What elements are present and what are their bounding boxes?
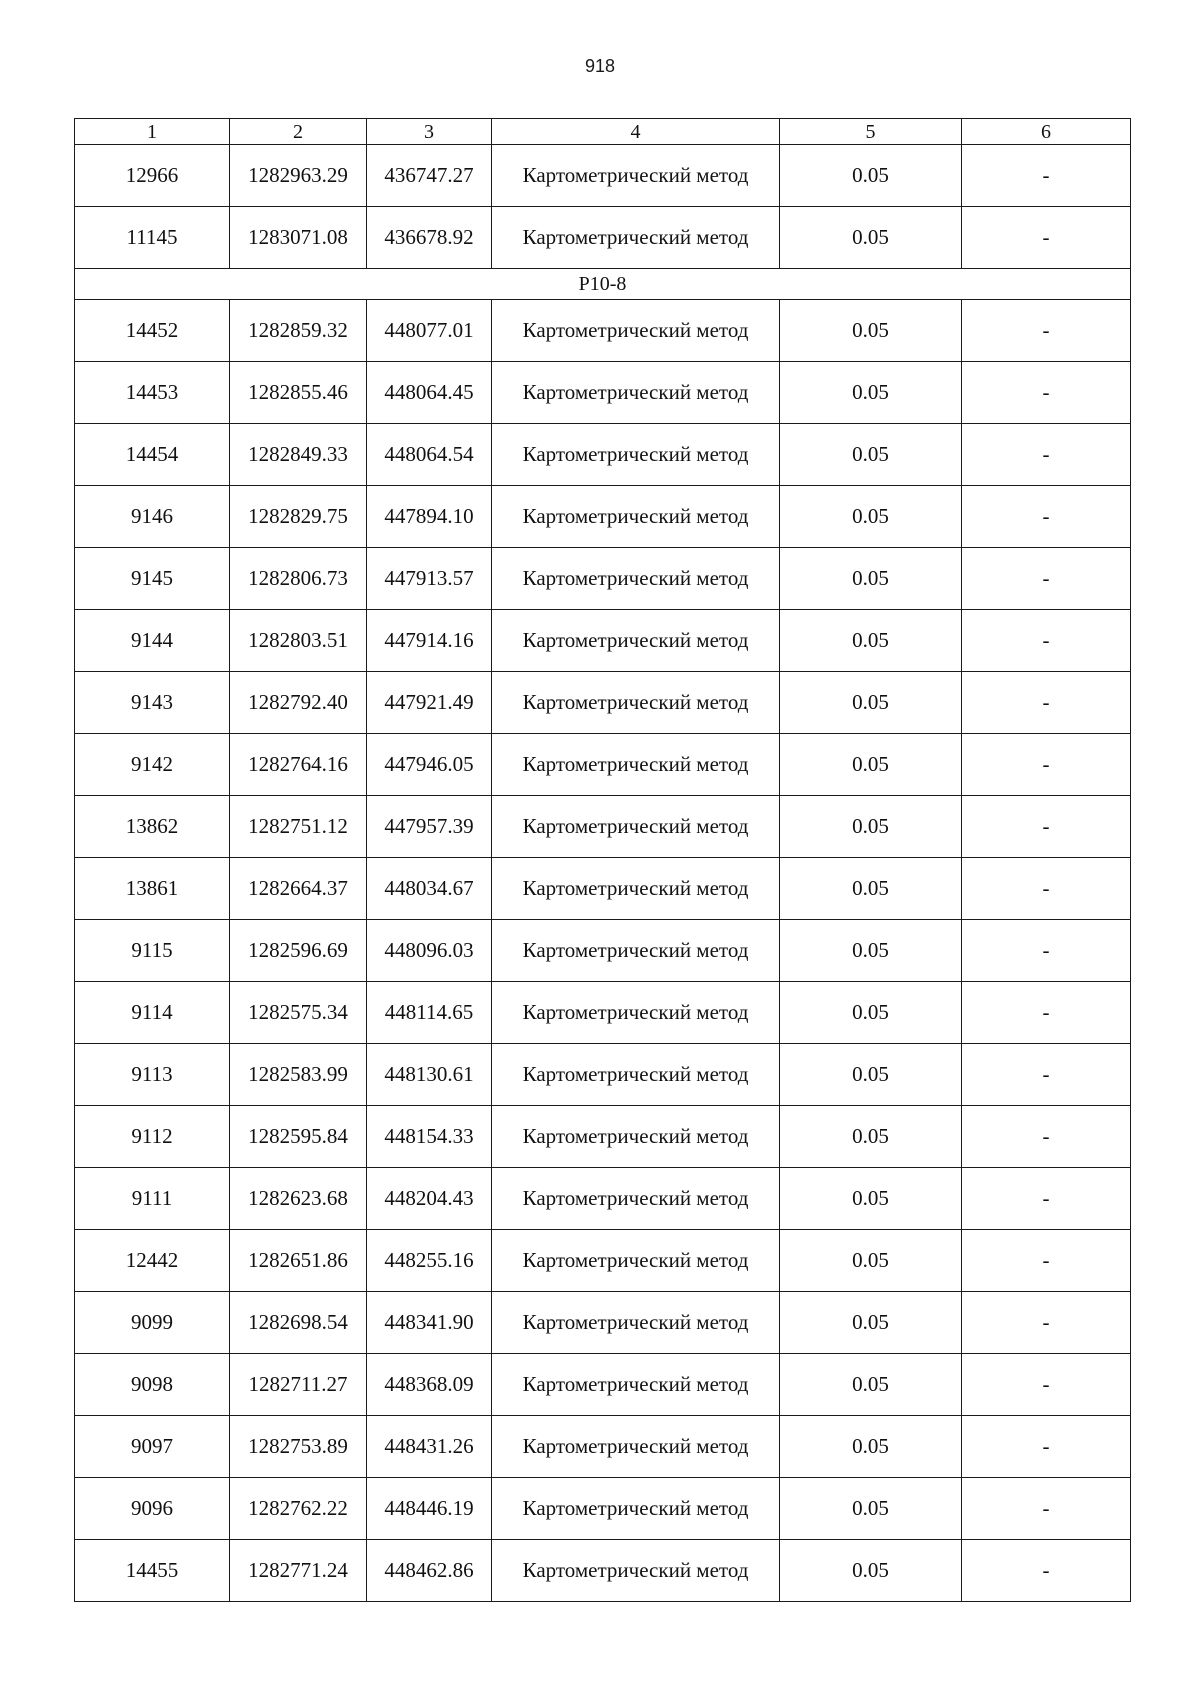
point-id-cell: 14455 bbox=[75, 1540, 230, 1602]
accuracy-cell: 0.05 bbox=[780, 207, 962, 269]
x-coordinate-cell: 1282623.68 bbox=[230, 1168, 367, 1230]
table-row bbox=[75, 920, 1131, 982]
accuracy-cell: 0.05 bbox=[780, 1106, 962, 1168]
method-cell: Картометрический метод bbox=[492, 207, 780, 269]
table-row bbox=[75, 1416, 1131, 1478]
y-coordinate-cell: 447894.10 bbox=[367, 486, 492, 548]
method-cell: Картометрический метод bbox=[492, 1106, 780, 1168]
y-coordinate-cell: 448462.86 bbox=[367, 1540, 492, 1602]
x-coordinate-cell: 1282855.46 bbox=[230, 362, 367, 424]
note-cell: - bbox=[962, 1354, 1131, 1416]
method-cell: Картометрический метод bbox=[492, 300, 780, 362]
point-id-cell: 9111 bbox=[75, 1168, 230, 1230]
note-cell: - bbox=[962, 1168, 1131, 1230]
y-coordinate-cell: 436678.92 bbox=[367, 207, 492, 269]
point-id-cell: 9144 bbox=[75, 610, 230, 672]
accuracy-cell: 0.05 bbox=[780, 610, 962, 672]
column-header-3: 3 bbox=[367, 119, 492, 145]
point-id-cell: 14453 bbox=[75, 362, 230, 424]
method-cell: Картометрический метод bbox=[492, 734, 780, 796]
method-cell: Картометрический метод bbox=[492, 1478, 780, 1540]
point-id-cell: 9145 bbox=[75, 548, 230, 610]
accuracy-cell: 0.05 bbox=[780, 672, 962, 734]
point-id-cell: 9098 bbox=[75, 1354, 230, 1416]
note-cell: - bbox=[962, 1230, 1131, 1292]
y-coordinate-cell: 448255.16 bbox=[367, 1230, 492, 1292]
point-id-cell: 9114 bbox=[75, 982, 230, 1044]
point-id-cell: 9097 bbox=[75, 1416, 230, 1478]
point-id-cell: 14452 bbox=[75, 300, 230, 362]
point-id-cell: 13862 bbox=[75, 796, 230, 858]
x-coordinate-cell: 1282664.37 bbox=[230, 858, 367, 920]
y-coordinate-cell: 448446.19 bbox=[367, 1478, 492, 1540]
accuracy-cell: 0.05 bbox=[780, 1354, 962, 1416]
point-id-cell: 9099 bbox=[75, 1292, 230, 1354]
y-coordinate-cell: 447921.49 bbox=[367, 672, 492, 734]
point-id-cell: 12442 bbox=[75, 1230, 230, 1292]
column-header-6: 6 bbox=[962, 119, 1131, 145]
section-title: Р10-8 bbox=[75, 269, 1131, 300]
y-coordinate-cell: 447914.16 bbox=[367, 610, 492, 672]
method-cell: Картометрический метод bbox=[492, 548, 780, 610]
column-header-2: 2 bbox=[230, 119, 367, 145]
accuracy-cell: 0.05 bbox=[780, 1540, 962, 1602]
table-row bbox=[75, 610, 1131, 672]
y-coordinate-cell: 448431.26 bbox=[367, 1416, 492, 1478]
accuracy-cell: 0.05 bbox=[780, 424, 962, 486]
x-coordinate-cell: 1282859.32 bbox=[230, 300, 367, 362]
table-row bbox=[75, 1478, 1131, 1540]
accuracy-cell: 0.05 bbox=[780, 1230, 962, 1292]
x-coordinate-cell: 1283071.08 bbox=[230, 207, 367, 269]
method-cell: Картометрический метод bbox=[492, 1416, 780, 1478]
note-cell: - bbox=[962, 300, 1131, 362]
note-cell: - bbox=[962, 548, 1131, 610]
note-cell: - bbox=[962, 1106, 1131, 1168]
table-header bbox=[75, 119, 1131, 145]
point-id-cell: 9115 bbox=[75, 920, 230, 982]
table-row bbox=[75, 1292, 1131, 1354]
x-coordinate-cell: 1282711.27 bbox=[230, 1354, 367, 1416]
y-coordinate-cell: 448341.90 bbox=[367, 1292, 492, 1354]
table-row bbox=[75, 486, 1131, 548]
note-cell: - bbox=[962, 672, 1131, 734]
method-cell: Картометрический метод bbox=[492, 145, 780, 207]
y-coordinate-cell: 448077.01 bbox=[367, 300, 492, 362]
accuracy-cell: 0.05 bbox=[780, 982, 962, 1044]
x-coordinate-cell: 1282829.75 bbox=[230, 486, 367, 548]
x-coordinate-cell: 1282575.34 bbox=[230, 982, 367, 1044]
note-cell: - bbox=[962, 1292, 1131, 1354]
note-cell: - bbox=[962, 1044, 1131, 1106]
method-cell: Картометрический метод bbox=[492, 1168, 780, 1230]
method-cell: Картометрический метод bbox=[492, 1044, 780, 1106]
x-coordinate-cell: 1282583.99 bbox=[230, 1044, 367, 1106]
y-coordinate-cell: 448096.03 bbox=[367, 920, 492, 982]
x-coordinate-cell: 1282698.54 bbox=[230, 1292, 367, 1354]
note-cell: - bbox=[962, 920, 1131, 982]
accuracy-cell: 0.05 bbox=[780, 300, 962, 362]
column-header-4: 4 bbox=[492, 119, 780, 145]
x-coordinate-cell: 1282753.89 bbox=[230, 1416, 367, 1478]
note-cell: - bbox=[962, 424, 1131, 486]
method-cell: Картометрический метод bbox=[492, 1540, 780, 1602]
y-coordinate-cell: 447913.57 bbox=[367, 548, 492, 610]
table-row bbox=[75, 548, 1131, 610]
method-cell: Картометрический метод bbox=[492, 1354, 780, 1416]
x-coordinate-cell: 1282596.69 bbox=[230, 920, 367, 982]
point-id-cell: 12966 bbox=[75, 145, 230, 207]
note-cell: - bbox=[962, 1416, 1131, 1478]
accuracy-cell: 0.05 bbox=[780, 920, 962, 982]
method-cell: Картометрический метод bbox=[492, 796, 780, 858]
coordinates-table bbox=[74, 118, 1131, 1602]
method-cell: Картометрический метод bbox=[492, 362, 780, 424]
table-row bbox=[75, 796, 1131, 858]
y-coordinate-cell: 448064.54 bbox=[367, 424, 492, 486]
table-row bbox=[75, 1354, 1131, 1416]
point-id-cell: 13861 bbox=[75, 858, 230, 920]
table-row bbox=[75, 858, 1131, 920]
point-id-cell: 14454 bbox=[75, 424, 230, 486]
note-cell: - bbox=[962, 858, 1131, 920]
method-cell: Картометрический метод bbox=[492, 424, 780, 486]
point-id-cell: 9146 bbox=[75, 486, 230, 548]
note-cell: - bbox=[962, 1478, 1131, 1540]
accuracy-cell: 0.05 bbox=[780, 1478, 962, 1540]
table-body bbox=[75, 145, 1131, 1602]
x-coordinate-cell: 1282806.73 bbox=[230, 548, 367, 610]
table-row bbox=[75, 1540, 1131, 1602]
accuracy-cell: 0.05 bbox=[780, 1416, 962, 1478]
note-cell: - bbox=[962, 982, 1131, 1044]
point-id-cell: 9142 bbox=[75, 734, 230, 796]
method-cell: Картометрический метод bbox=[492, 610, 780, 672]
note-cell: - bbox=[962, 734, 1131, 796]
y-coordinate-cell: 436747.27 bbox=[367, 145, 492, 207]
y-coordinate-cell: 448204.43 bbox=[367, 1168, 492, 1230]
y-coordinate-cell: 448114.65 bbox=[367, 982, 492, 1044]
accuracy-cell: 0.05 bbox=[780, 1168, 962, 1230]
note-cell: - bbox=[962, 207, 1131, 269]
point-id-cell: 11145 bbox=[75, 207, 230, 269]
table-row bbox=[75, 145, 1131, 207]
method-cell: Картометрический метод bbox=[492, 486, 780, 548]
accuracy-cell: 0.05 bbox=[780, 1292, 962, 1354]
table-row bbox=[75, 362, 1131, 424]
x-coordinate-cell: 1282963.29 bbox=[230, 145, 367, 207]
point-id-cell: 9096 bbox=[75, 1478, 230, 1540]
header-row bbox=[75, 119, 1131, 145]
accuracy-cell: 0.05 bbox=[780, 1044, 962, 1106]
table-row bbox=[75, 1168, 1131, 1230]
y-coordinate-cell: 448130.61 bbox=[367, 1044, 492, 1106]
note-cell: - bbox=[962, 486, 1131, 548]
y-coordinate-cell: 448034.67 bbox=[367, 858, 492, 920]
note-cell: - bbox=[962, 145, 1131, 207]
accuracy-cell: 0.05 bbox=[780, 362, 962, 424]
x-coordinate-cell: 1282849.33 bbox=[230, 424, 367, 486]
x-coordinate-cell: 1282651.86 bbox=[230, 1230, 367, 1292]
table-row bbox=[75, 734, 1131, 796]
y-coordinate-cell: 448064.45 bbox=[367, 362, 492, 424]
y-coordinate-cell: 448368.09 bbox=[367, 1354, 492, 1416]
method-cell: Картометрический метод bbox=[492, 1230, 780, 1292]
y-coordinate-cell: 447946.05 bbox=[367, 734, 492, 796]
table-row bbox=[75, 424, 1131, 486]
method-cell: Картометрический метод bbox=[492, 672, 780, 734]
accuracy-cell: 0.05 bbox=[780, 548, 962, 610]
y-coordinate-cell: 448154.33 bbox=[367, 1106, 492, 1168]
table-row bbox=[75, 672, 1131, 734]
table-row bbox=[75, 1106, 1131, 1168]
column-header-1: 1 bbox=[75, 119, 230, 145]
x-coordinate-cell: 1282762.22 bbox=[230, 1478, 367, 1540]
x-coordinate-cell: 1282771.24 bbox=[230, 1540, 367, 1602]
table-row bbox=[75, 300, 1131, 362]
table-row bbox=[75, 1044, 1131, 1106]
accuracy-cell: 0.05 bbox=[780, 858, 962, 920]
x-coordinate-cell: 1282764.16 bbox=[230, 734, 367, 796]
accuracy-cell: 0.05 bbox=[780, 486, 962, 548]
accuracy-cell: 0.05 bbox=[780, 796, 962, 858]
page-number: 918 bbox=[584, 56, 616, 76]
note-cell: - bbox=[962, 362, 1131, 424]
x-coordinate-cell: 1282751.12 bbox=[230, 796, 367, 858]
note-cell: - bbox=[962, 610, 1131, 672]
table-row bbox=[75, 982, 1131, 1044]
point-id-cell: 9143 bbox=[75, 672, 230, 734]
method-cell: Картометрический метод bbox=[492, 858, 780, 920]
section-row bbox=[75, 269, 1131, 300]
x-coordinate-cell: 1282803.51 bbox=[230, 610, 367, 672]
x-coordinate-cell: 1282792.40 bbox=[230, 672, 367, 734]
accuracy-cell: 0.05 bbox=[780, 734, 962, 796]
table-row bbox=[75, 207, 1131, 269]
note-cell: - bbox=[962, 796, 1131, 858]
method-cell: Картометрический метод bbox=[492, 1292, 780, 1354]
point-id-cell: 9112 bbox=[75, 1106, 230, 1168]
method-cell: Картометрический метод bbox=[492, 920, 780, 982]
y-coordinate-cell: 447957.39 bbox=[367, 796, 492, 858]
column-header-5: 5 bbox=[780, 119, 962, 145]
method-cell: Картометрический метод bbox=[492, 982, 780, 1044]
note-cell: - bbox=[962, 1540, 1131, 1602]
x-coordinate-cell: 1282595.84 bbox=[230, 1106, 367, 1168]
table-row bbox=[75, 1230, 1131, 1292]
point-id-cell: 9113 bbox=[75, 1044, 230, 1106]
accuracy-cell: 0.05 bbox=[780, 145, 962, 207]
